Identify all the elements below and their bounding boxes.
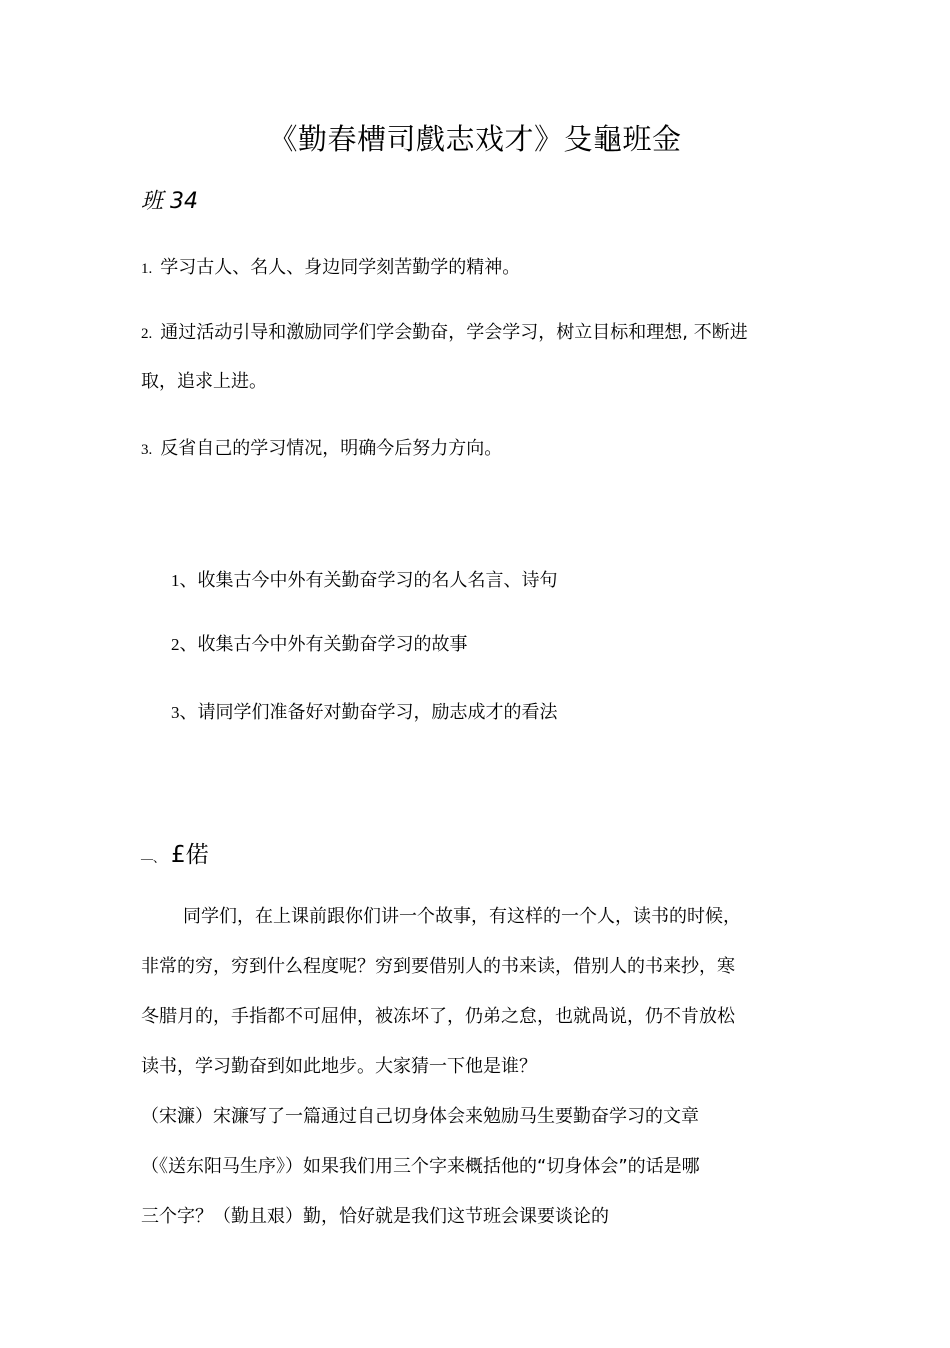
prep-item-1 <box>171 566 558 592</box>
goal-item-3 <box>141 434 502 460</box>
prep-item-2 <box>171 630 468 656</box>
body-line-7: 三个字？（勤且艰）勤，恰好就是我们这节班会课要谈论的 <box>141 1206 609 1227</box>
goal-item-2-continuation: 取，追求上进。 <box>141 371 267 392</box>
goal-text: 反省自己的学习情况，明确今后努力方向。 <box>160 438 503 459</box>
body-line-6: （《送东阳马生序》）如果我们用三个字来概括他的“切身体会”的话是哪 <box>141 1156 700 1177</box>
prep-text: 、请同学们准备好对勤奋学习，励志成才的看法 <box>179 702 558 723</box>
body-line-1: 同学们，在上课前跟你们讲一个故事，有这样的一个人，读书的时候， <box>183 906 741 927</box>
body-line-2: 非常的穷，穷到什么程度呢？穷到要借别人的书来读，借别人的书来抄，寒 <box>141 956 735 977</box>
section-mark: —、 <box>141 851 166 865</box>
prep-number: 2 <box>171 635 180 654</box>
prep-item-3 <box>171 698 558 724</box>
goal-number: 3. <box>141 442 153 458</box>
goal-number: 2. <box>141 326 153 342</box>
body-line-3: 冬腊月的，手指都不可屈伸，被冻坏了，仍弟之怠，也就咼说，仍不肯放松 <box>141 1006 735 1027</box>
goal-text: 学习古人、名人、身边同学刻苦勤学的精神。 <box>160 257 521 278</box>
document-subtitle: 班 34 <box>141 189 198 214</box>
body-line-5: （宋濂）宋濂写了一篇通过自己切身体会来勉励马生要勤奋学习的文章 <box>141 1106 699 1127</box>
body-line-4: 读书，学习勤奋到如此地步。大家猜一下他是谁？ <box>141 1056 537 1077</box>
prep-text: 、收集古今中外有关勤奋学习的故事 <box>179 634 468 655</box>
prep-number: 1 <box>171 571 180 590</box>
goal-item-1 <box>141 253 520 279</box>
section-heading <box>141 836 209 869</box>
document-title: 《勤春槽司戲志戏才》殳龜班金 <box>268 122 682 156</box>
goal-item-2 <box>141 318 748 344</box>
section-title: £偌 <box>171 842 209 868</box>
goal-text: 通过活动引导和激励同学们学会勤奋，学会学习，树立目标和理想, 不断进 <box>160 322 748 343</box>
prep-number: 3 <box>171 703 180 722</box>
goal-number: 1. <box>141 261 153 277</box>
prep-text: 、收集古今中外有关勤奋学习的名人名言、诗句 <box>179 570 558 591</box>
